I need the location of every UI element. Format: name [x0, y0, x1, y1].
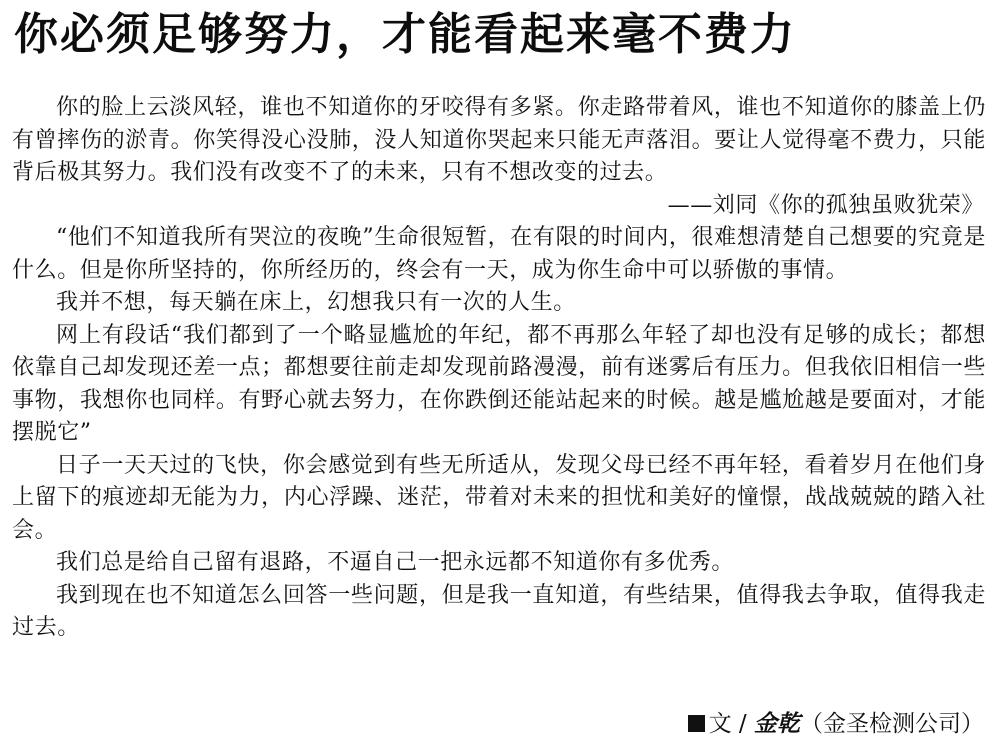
- black-square-icon: [688, 715, 705, 732]
- article-paragraph-6: 我们总是给自己留有退路，不逼自己一把永远都不知道你有多优秀。: [56, 550, 735, 575]
- article-paragraph-1: 你的脸上云淡风轻，谁也不知道你的牙咬得有多紧。你走路带着风，谁也不知道你的膝盖上仍有曾摔伤的淤青。你笑得没心没肺，没人知道你哭起来只能无声落泪。要让人觉得毫不费力，只能背后极其努力。我们没有改变不了的未来，只有不想改变的过去。: [12, 95, 986, 185]
- article-paragraph-5: 日子一天天过的飞快，你会感觉到有些无所适从，发现父母已经不再年轻，看着岁月在他们身上留下的痕迹却无能为力，内心浮躁、迷茫，带着对未来的担忧和美好的憧憬，战战兢兢的踏入社会。: [12, 452, 986, 543]
- article-paragraph-7: 我到现在也不知道怎么回答一些问题，但是我一直知道，有些结果，值得我去争取，值得我走过去。: [12, 582, 986, 640]
- article-paragraph-3: 我并不想，每天躺在床上，幻想我只有一次的人生。: [56, 290, 576, 315]
- author-byline: [680, 709, 984, 739]
- quote-citation: ——刘同《你的孤独虽败犹荣》: [667, 192, 984, 218]
- byline-author: 金乾: [754, 710, 800, 737]
- article-title: 你必须足够努力，才能看起来毫不费力: [14, 9, 796, 60]
- article-paragraph-4: 网上有段话“我们都到了一个略显尴尬的年纪，都不再那么年轻了却也没有足够的成长；都想依靠自己却发现还差一点；都想要往前走却发现前路漫漫，前有迷雾后有压力。但我依旧相信一些事物，我想你也同样。有野心就去努力，在你跌倒还能站起来的时候。越是尴尬越是要面对，才能摆脱它”: [12, 322, 986, 445]
- article-paragraph-2: “他们不知道我所有哭泣的夜晚”生命很短暂，在有限的时间内，很难想清楚自己想要的究竟是什么。但是你所坚持的，你所经历的，终会有一天，成为你生命中可以骄傲的事情。: [12, 225, 986, 283]
- byline-prefix: 文 /: [708, 711, 754, 737]
- byline-affiliation: （金圣检测公司）: [800, 711, 984, 737]
